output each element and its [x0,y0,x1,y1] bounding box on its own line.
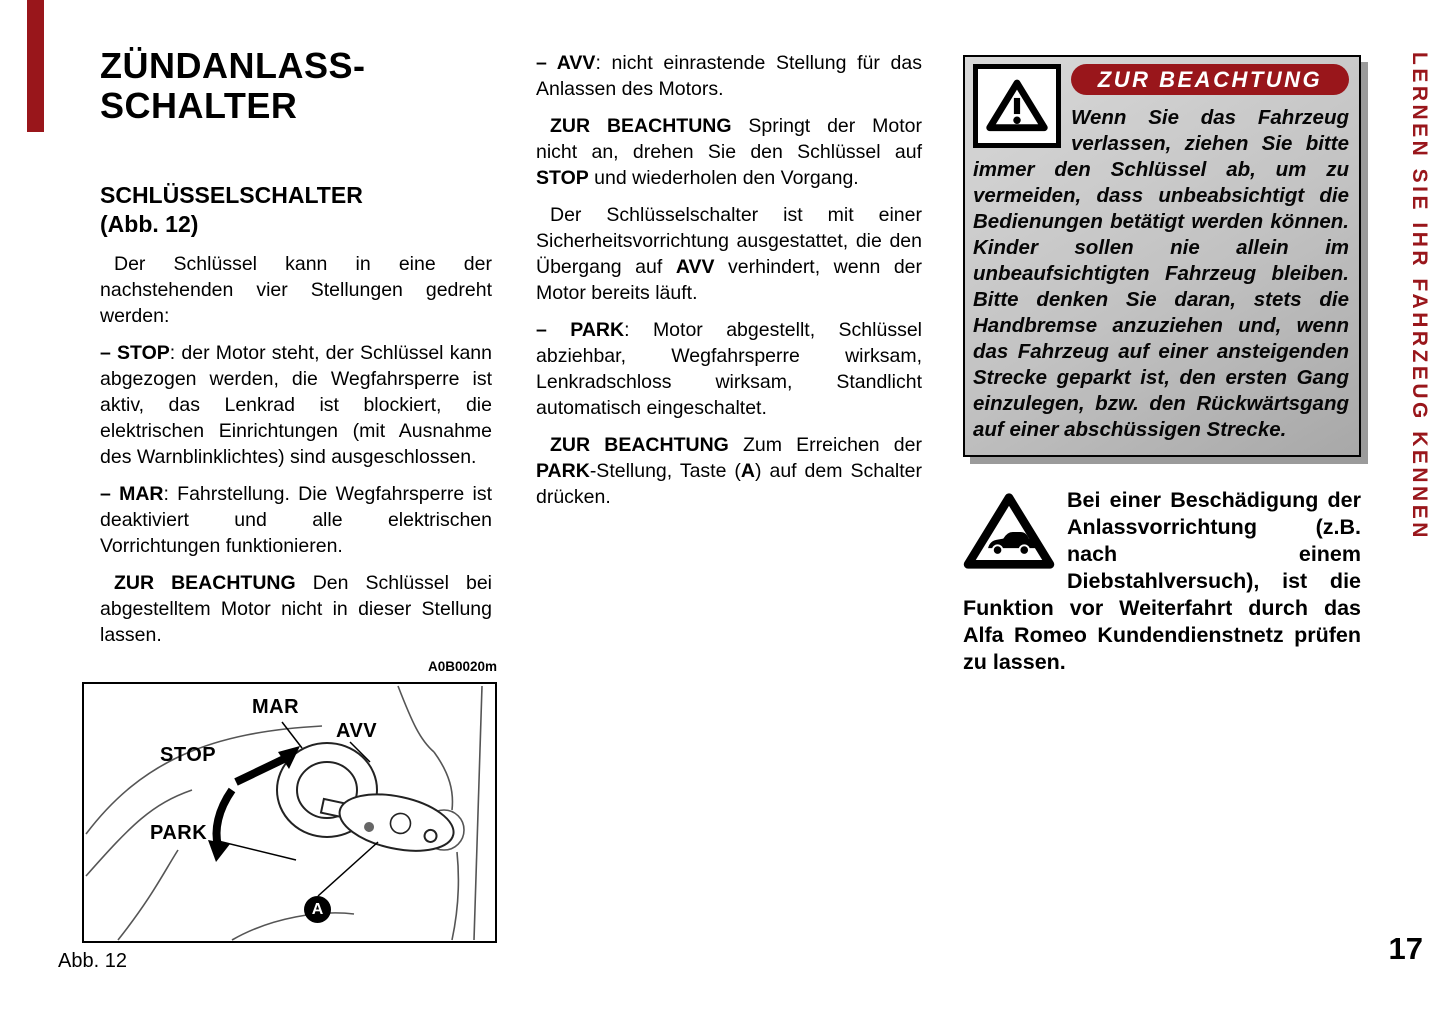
paragraph-mar: – MAR: Fahrstellung. Die Wegfahrsperre ist deaktiviert und alle elektrischen Vorrichtungen funktionieren. [100,482,492,557]
service-note-text: Bei einer Beschädigung der Anlassvorrichtung (z.B. nach einem Diebstahlversuch), ist die Funktion vor Weiterfahrt durch das Alfa Romeo Kundendienstnetz prüfen zu lassen. [963,488,1361,674]
section-subtitle [100,181,492,239]
page-number: 17 [1388,931,1423,966]
accent-corner-bar [27,0,44,132]
page-title [100,46,492,127]
chapter-sidebar-label: LERNEN SIE IHR FAHRZEUG KENNEN [1408,52,1431,541]
ignition-switch-illustration [84,684,495,941]
figure-label-avv: AVV [336,720,378,742]
warning-box-body: Wenn Sie das Fahrzeug verlassen, ziehen Sie bitte immer den Schlüssel ab, um zu vermeiden, dass unbeabsichtigt die Bedienungen betätigt werden können. Kinder sollen nie allein im unbeaufsichtigten Fahrzeug bleiben. Bitte denken Sie daran, stets die Handbremse anzuziehen und, wenn das Fahrzeug auf einer ansteigenden Strecke geparkt ist, den ersten Gang einzulegen, bzw. den Rückwärtsgang auf einer abschüssigen Strecke. [973,106,1349,441]
page-title-line1: ZÜNDANLASS- [100,45,366,86]
paragraph-park: – PARK: Motor abgestellt, Schlüssel abziehbar, Wegfahrsperre wirksam, Lenkradschloss wirksam, Standlicht automatisch eingeschaltet. [536,319,922,419]
figure-label-mar: MAR [252,696,300,718]
figure-caption: Abb. 12 [58,950,127,972]
figure-code: A0B0020m [427,659,497,674]
section-subtitle-line1: SCHLÜSSELSCHALTER [100,181,363,208]
warning-box [963,55,1361,457]
car-warning-triangle-icon [963,491,1055,571]
warning-box-header: ZUR BEACHTUNG [1071,64,1349,95]
figure-label-park: PARK [150,822,208,844]
figure-label-a-button: A [304,896,331,923]
right-column [963,55,1361,676]
figure-abb-12 [82,682,497,943]
page-title-line2: SCHALTER [100,85,298,127]
left-column [100,46,492,648]
paragraph-note-restart: ZUR BEACHTUNG Springt der Motor nicht an, drehen Sie den Schlüssel auf STOP und wiederholen den Vorgang. [536,115,922,189]
paragraph-avv: – AVV: nicht einrastende Stellung für das Anlassen des Motors. [536,52,922,100]
section-subtitle-line2: (Abb. 12) [100,210,199,237]
paragraph-safety-device: Der Schlüsselschalter ist mit einer Sicherheitsvorrichtung ausgestattet, die den Übergang auf AVV verhindert, wenn der Motor bereits läuft. [536,204,923,304]
paragraph-intro: Der Schlüssel kann in eine der nachstehenden vier Stellungen gedreht werden: [100,252,492,327]
paragraph-note-park: ZUR BEACHTUNG Zum Erreichen der PARK-Stellung, Taste (A) auf dem Schalter drücken. [536,434,923,508]
figure-label-stop: STOP [160,744,217,766]
paragraph-stop: – STOP: der Motor steht, der Schlüssel kann abgezogen werden, die Wegfahrsperre ist aktiv, das Lenkrad ist blockiert, die elektrischen Einrichtungen (mit Ausnahme des Warnblinklichtes) sind ausgeschlossen. [100,341,492,468]
paragraph-note-key: ZUR BEACHTUNG Den Schlüssel bei abgestelltem Motor nicht in dieser Stellung lassen. [100,571,492,646]
middle-column [536,48,922,510]
service-note [963,487,1361,676]
warning-triangle-icon [973,64,1061,148]
